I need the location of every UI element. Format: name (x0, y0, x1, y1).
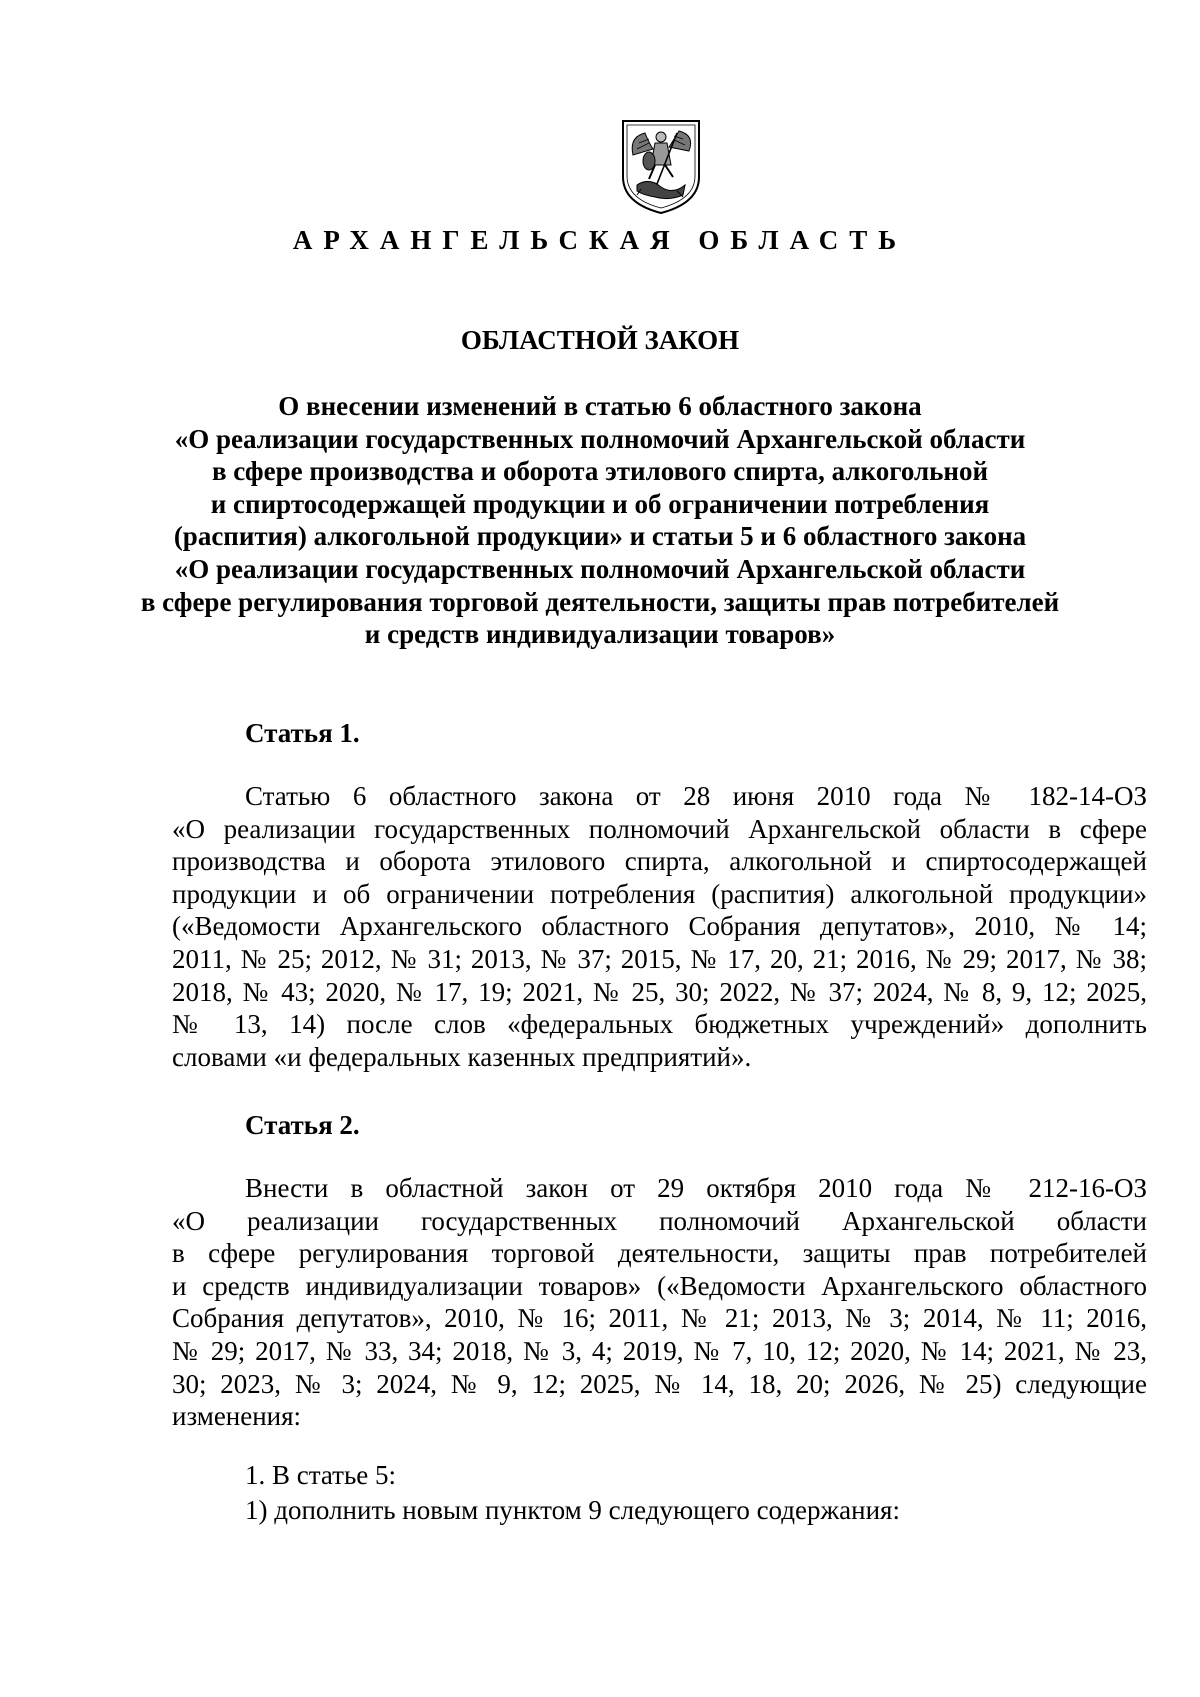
law-title-line: «О реализации государственных полномочий Архангельской области (174, 553, 1026, 584)
law-title-line: и спиртосодержащей продукции и об ограничении потребления (210, 488, 990, 519)
article-1-line: словами «и федеральных казенных предприятий». (172, 1041, 752, 1072)
law-title-line: «О реализации государственных полномочий Архангельской области (174, 423, 1026, 454)
article-1-line: Статью 6 областного закона от 28 июня 2010 года № 182-14-ОЗ (245, 781, 1147, 811)
article-2-line: № 29; 2017, № 33, 34; 2018, № 3, 4; 2019, № 7, 10, 12; 2020, № 14; 2021, № 23, (172, 1335, 1147, 1366)
article-2-heading: Статья 2. (245, 1110, 360, 1140)
article-1-text (172, 780, 1147, 1073)
article-2-text (172, 1172, 1147, 1433)
article-1-line: 2018, № 43; 2020, № 17, 19; 2021, № 25, 30; 2022, № 37; 2024, № 8, 9, 12; 2025, (172, 976, 1147, 1007)
article-2-line: 30; 2023, № 3; 2024, № 9, 12; 2025, № 14, 18, 20; 2026, № 25) следующие (172, 1368, 1147, 1399)
law-title-line: и средств индивидуализации товаров» (364, 619, 836, 650)
article-2-line: «О реализации государственных полномочий Архангельской области (172, 1205, 1147, 1236)
article-1-line: продукции и об ограничении потребления (распития) алкогольной продукции» (172, 878, 1147, 909)
law-title-line: О внесении изменений в статью 6 областного закона (278, 391, 922, 421)
article-1-heading: Статья 1. (245, 718, 360, 748)
article-2-line: Собрания депутатов», 2010, № 16; 2011, № 21; 2013, № 3; 2014, № 11; 2016, (172, 1303, 1147, 1334)
article-2-line: в сфере регулирования торговой деятельности, защиты прав потребителей (172, 1238, 1147, 1269)
article-2-items (245, 1458, 900, 1528)
article-1-line: № 13, 14) после слов «федеральных бюджетных учреждений» дополнить (172, 1009, 1147, 1040)
article-1-line: 2011, № 25; 2012, № 31; 2013, № 37; 2015, № 17, 20, 21; 2016, № 29; 2017, № 38; (172, 943, 1147, 974)
law-title (120, 390, 1080, 651)
article-1-line: «О реализации государственных полномочий Архангельской области в сфере (172, 813, 1147, 844)
law-title-line: в сфере регулирования торговой деятельности, защиты прав потребителей (140, 586, 1060, 617)
law-title-line: (распития) алкогольной продукции» и статьи 5 и 6 областного закона (173, 521, 1027, 552)
region-name: АРХАНГЕЛЬСКАЯ ОБЛАСТЬ (292, 225, 908, 255)
list-item: 1) дополнить новым пунктом 9 следующего содержания: (245, 1495, 900, 1525)
article-2-line: Внести в областной закон от 29 октября 2010 года № 212-16-ОЗ (245, 1173, 1147, 1203)
list-item: 1. В статье 5: (245, 1460, 397, 1490)
article-1-line: («Ведомости Архангельского областного Собрания депутатов», 2010, № 14; (172, 911, 1147, 942)
law-title-line: в сфере производства и оборота этилового спирта, алкогольной (211, 456, 989, 487)
article-2-line: и средств индивидуализации товаров» («Ведомости Архангельского областного (172, 1270, 1147, 1301)
article-1-line: производства и оборота этилового спирта, алкогольной и спиртосодержащей (172, 846, 1147, 877)
article-2-line: изменения: (172, 1401, 302, 1432)
law-type-heading: ОБЛАСТНОЙ ЗАКОН (460, 325, 740, 355)
arkhangelsk-coat-of-arms-icon (619, 115, 703, 217)
